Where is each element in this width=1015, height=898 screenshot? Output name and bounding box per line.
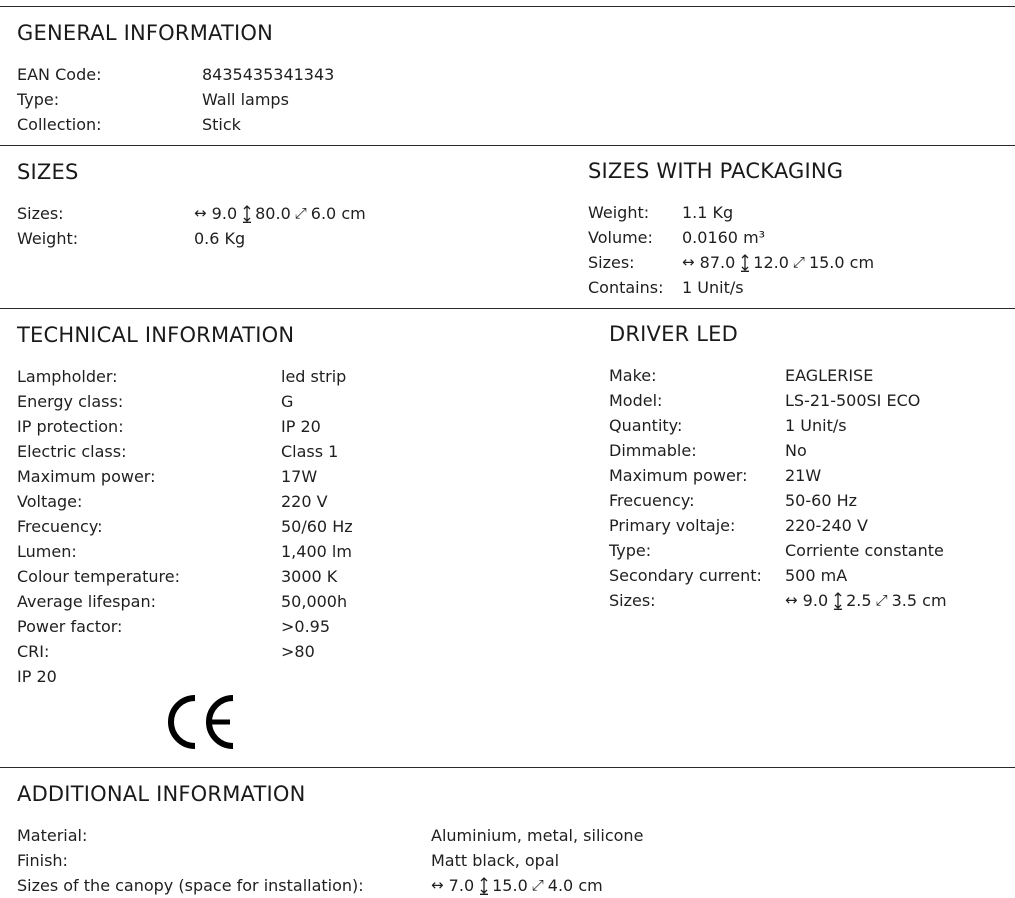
general-title: GENERAL INFORMATION <box>17 21 274 45</box>
technical-row-label: Frecuency: <box>17 517 103 536</box>
technical-row-label: Electric class: <box>17 442 127 461</box>
technical-row-label: IP protection: <box>17 417 124 436</box>
driver-row-label: Model: <box>609 391 663 410</box>
left-right-arrow-icon: ↔ <box>194 204 207 222</box>
technical-row-label: Energy class: <box>17 392 124 411</box>
technical-row-label: Maximum power: <box>17 467 156 486</box>
divider-additional <box>0 767 1015 768</box>
sizes-title: SIZES <box>17 160 79 184</box>
driver-row <box>609 563 947 588</box>
canopy-dimensions <box>431 873 603 898</box>
driver-row <box>609 538 947 563</box>
driver-row <box>609 488 947 513</box>
driver-title: DRIVER LED <box>609 322 738 346</box>
technical-row-label: Lumen: <box>17 542 77 561</box>
up-down-arrow-icon <box>478 877 490 895</box>
diagonal-arrow-icon: ⤢ <box>531 876 544 894</box>
technical-row-value: 1,400 lm <box>281 542 352 561</box>
general-section <box>17 20 334 137</box>
technical-row-label: Colour temperature: <box>17 567 180 586</box>
technical-row-label: CRI: <box>17 642 50 661</box>
driver-row-label: Make: <box>609 366 657 385</box>
driver-sizes-dimensions <box>785 588 947 613</box>
packaging-row <box>588 275 874 300</box>
unit: cm <box>922 591 947 610</box>
general-row <box>17 112 334 137</box>
technical-rows <box>17 364 353 664</box>
technical-row-value: 3000 K <box>281 567 338 586</box>
technical-row <box>17 414 353 439</box>
driver-row-value: 50-60 Hz <box>785 491 858 510</box>
driver-rows <box>609 363 947 588</box>
technical-row-label: Voltage: <box>17 492 83 511</box>
type-value: Wall lamps <box>202 90 289 109</box>
ip-note: IP 20 <box>17 667 57 686</box>
technical-row-value: 50,000h <box>281 592 348 611</box>
driver-row <box>609 438 947 463</box>
technical-row <box>17 564 353 589</box>
packaging-row <box>588 250 874 275</box>
sizes-rows <box>17 201 366 251</box>
additional-row <box>17 873 643 898</box>
technical-row-value: 220 V <box>281 492 328 511</box>
driver-row-value: EAGLERISE <box>785 366 874 385</box>
unit: cm <box>578 876 603 895</box>
pkg-volume-value: 0.0160 m³ <box>682 228 766 247</box>
ean-label: EAN Code: <box>17 65 102 84</box>
additional-title: ADDITIONAL INFORMATION <box>17 782 306 806</box>
packaging-title: SIZES WITH PACKAGING <box>588 159 844 183</box>
driver-row-value: 1 Unit/s <box>785 416 847 435</box>
driver-row-label: Quantity: <box>609 416 683 435</box>
divider-sizes <box>0 145 1015 146</box>
left-right-arrow-icon: ↔ <box>682 253 695 271</box>
divider-technical <box>0 308 1015 309</box>
width-value: 87.0 <box>699 253 736 272</box>
additional-row <box>17 823 643 848</box>
technical-row <box>17 439 353 464</box>
up-down-arrow-icon <box>739 254 751 272</box>
collection-label: Collection: <box>17 115 102 134</box>
driver-row-value: No <box>785 441 807 460</box>
driver-row-label: Type: <box>609 541 652 560</box>
general-row <box>17 62 334 87</box>
pkg-weight-value: 1.1 Kg <box>682 203 734 222</box>
sizes-dimensions <box>194 201 366 226</box>
technical-row-value: 17W <box>281 467 318 486</box>
canopy-label: Sizes of the canopy (space for installation): <box>17 876 364 895</box>
height-value: 80.0 <box>255 204 291 223</box>
collection-value: Stick <box>202 115 241 134</box>
driver-row-label: Dimmable: <box>609 441 697 460</box>
material-value: Aluminium, metal, silicone <box>431 826 644 845</box>
general-row <box>17 87 334 112</box>
height-value: 2.5 <box>846 591 872 610</box>
driver-row <box>609 413 947 438</box>
technical-row-value: Class 1 <box>281 442 339 461</box>
technical-row <box>17 464 353 489</box>
up-down-arrow-icon <box>832 592 844 610</box>
technical-row-value: IP 20 <box>281 417 321 436</box>
packaging-rows <box>588 200 874 300</box>
pkg-sizes-label: Sizes: <box>588 253 635 272</box>
height-value: 12.0 <box>753 253 789 272</box>
technical-row-value: >80 <box>281 642 315 661</box>
technical-row <box>17 389 353 414</box>
technical-row-value: >0.95 <box>281 617 331 636</box>
depth-value: 4.0 <box>547 876 574 895</box>
pkg-sizes-dimensions <box>682 250 874 275</box>
material-label: Material: <box>17 826 88 845</box>
additional-section <box>17 781 643 898</box>
technical-section <box>17 322 353 689</box>
driver-row-label: Frecuency: <box>609 491 695 510</box>
up-down-arrow-icon <box>241 205 253 223</box>
technical-row <box>17 489 353 514</box>
weight-value: 0.6 Kg <box>194 229 246 248</box>
depth-value: 15.0 <box>808 253 845 272</box>
left-right-arrow-icon: ↔ <box>431 876 444 894</box>
weight-label: Weight: <box>17 229 79 248</box>
technical-row <box>17 514 353 539</box>
technical-row <box>17 539 353 564</box>
driver-row-value: 500 mA <box>785 566 848 585</box>
diagonal-arrow-icon: ⤢ <box>792 253 805 271</box>
width-value: 7.0 <box>448 876 475 895</box>
technical-row-value: 50/60 Hz <box>281 517 353 536</box>
pkg-contains-label: Contains: <box>588 278 664 297</box>
driver-row <box>609 588 947 613</box>
driver-sizes-label: Sizes: <box>609 591 656 610</box>
packaging-section <box>588 158 874 300</box>
driver-row-value: 220-240 V <box>785 516 868 535</box>
driver-row-label: Secondary current: <box>609 566 762 585</box>
pkg-contains-value: 1 Unit/s <box>682 278 744 297</box>
driver-row-label: Maximum power: <box>609 466 748 485</box>
driver-row-label: Primary voltaje: <box>609 516 736 535</box>
packaging-row <box>588 225 874 250</box>
ean-value: 8435435341343 <box>202 65 335 84</box>
technical-row <box>17 364 353 389</box>
technical-row-label: Power factor: <box>17 617 123 636</box>
pkg-volume-label: Volume: <box>588 228 653 247</box>
finish-value: Matt black, opal <box>431 851 560 870</box>
driver-row <box>609 513 947 538</box>
driver-row <box>609 388 947 413</box>
driver-row-value: 21W <box>785 466 822 485</box>
sizes-row <box>17 226 366 251</box>
diagonal-arrow-icon: ⤢ <box>294 204 307 222</box>
driver-row <box>609 463 947 488</box>
height-value: 15.0 <box>492 876 528 895</box>
unit: cm <box>849 253 875 272</box>
additional-row <box>17 848 643 873</box>
technical-row-label: Lampholder: <box>17 367 118 386</box>
diagonal-arrow-icon: ⤢ <box>875 591 888 609</box>
technical-row-value: led strip <box>281 367 347 386</box>
technical-row-value: G <box>281 392 294 411</box>
packaging-row <box>588 200 874 225</box>
driver-row-value: Corriente constante <box>785 541 944 560</box>
finish-label: Finish: <box>17 851 68 870</box>
technical-row <box>17 614 353 639</box>
technical-title: TECHNICAL INFORMATION <box>17 323 295 347</box>
technical-row <box>17 639 353 664</box>
sizes-section <box>17 159 366 251</box>
driver-row <box>609 363 947 388</box>
ce-mark-icon <box>167 694 239 750</box>
pkg-weight-label: Weight: <box>588 203 650 222</box>
additional-rows <box>17 823 643 898</box>
type-label: Type: <box>17 90 60 109</box>
technical-row <box>17 589 353 614</box>
sizes-row <box>17 201 366 226</box>
general-rows <box>17 62 334 137</box>
divider-top <box>0 6 1015 7</box>
left-right-arrow-icon: ↔ <box>785 591 798 609</box>
technical-row-label: Average lifespan: <box>17 592 156 611</box>
unit: cm <box>341 204 366 223</box>
width-value: 9.0 <box>802 591 829 610</box>
width-value: 9.0 <box>211 204 238 223</box>
sizes-label: Sizes: <box>17 204 64 223</box>
depth-value: 6.0 <box>310 204 337 223</box>
depth-value: 3.5 <box>891 591 918 610</box>
driver-section <box>609 321 947 613</box>
driver-row-value: LS-21-500SI ECO <box>785 391 921 410</box>
